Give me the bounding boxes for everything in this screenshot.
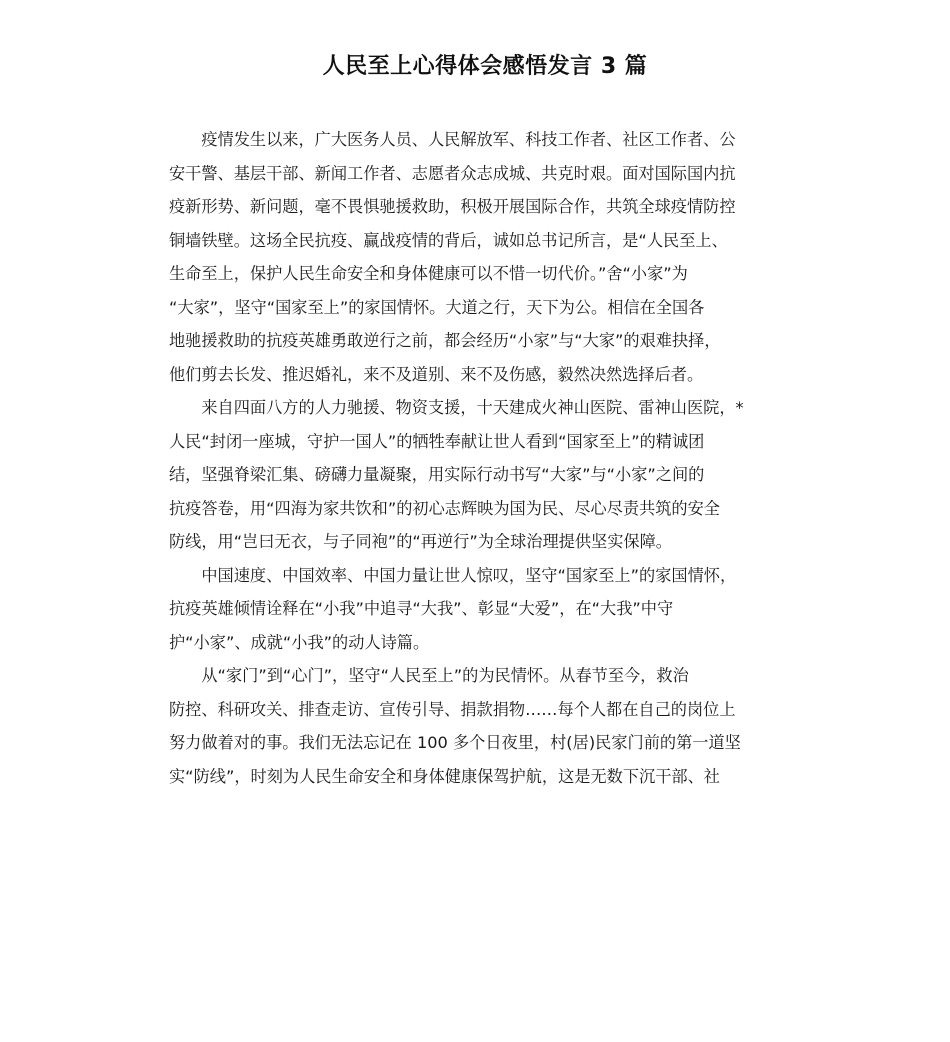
text-line: 护“小家”、成就“小我”的动人诗篇。	[169, 632, 430, 652]
text-line: 他们剪去长发、推迟婚礼，来不及道别、来不及伤感，毅然决然选择后者。	[169, 364, 704, 384]
text-line: 生命至上，保护人民生命安全和身体健康可以不惜一切代价。”舍“小家”为	[169, 264, 688, 283]
text-line: 防控、科研攻关、排查走访、宣传引导、捐款捐物……每个人都在自己的岗位上	[169, 699, 736, 719]
text-line: 安干警、基层干部、新闻工作者、志愿者众志成城、共克时艰。面对国际国内抗	[169, 163, 736, 183]
text-line: 人民“封闭一座城，守护一国人”的牺牲奉献让世人看到“国家至上”的精诚团	[169, 431, 705, 451]
text-line: 实“防线”，时刻为人民生命安全和身体健康保驾护航，这是无数下沉干部、社	[169, 766, 720, 786]
text-line: 来自四面八方的人力驰援、物资支援，十天建成火神山医院、雷神山医院，*	[169, 398, 744, 417]
text-line: 努力做着对的事。我们无法忘记在 100 多个日夜里，村(居)民家门前的第一道坚	[169, 733, 741, 752]
text-line: “大家”，坚守“国家至上”的家国情怀。大道之行，天下为公。相信在全国各	[169, 297, 705, 317]
text-line: 抗疫答卷，用“四海为家共饮和”的初心志辉映为国为民、尽心尽责共筑的安全	[169, 498, 720, 518]
document-body	[169, 123, 799, 793]
text-line: 地驰援救助的抗疫英雄勇敢逆行之前，都会经历“小家”与“大家”的艰难抉择，	[169, 331, 721, 350]
text-line: 从“家门”到“心门”，坚守“人民至上”的为民情怀。从春节至今，救治	[169, 666, 689, 685]
text-line: 疫新形势、新问题，毫不畏惧驰援救助，积极开展国际合作，共筑全球疫情防控	[169, 197, 736, 216]
document-title: 人民至上心得体会感悟发言 3 篇	[322, 54, 648, 79]
text-line: 结，坚强脊梁汇集、磅礴力量凝聚，用实际行动书写“大家”与“小家”之间的	[169, 465, 705, 484]
text-line: 铜墙铁壁。这场全民抗疫、赢战疫情的背后，诚如总书记所言，是“人民至上、	[169, 230, 728, 250]
text-line: 疫情发生以来，广大医务人员、人民解放军、科技工作者、社区工作者、公	[169, 130, 736, 149]
text-line: 中国速度、中国效率、中国力量让世人惊叹，坚守“国家至上”的家国情怀，	[169, 565, 737, 585]
text-line: 抗疫英雄倾情诠释在“小我”中追寻“大我”、彰显“大爱”，在“大我”中守	[169, 599, 674, 618]
text-line: 防线，用“岂曰无衣，与子同袍”的“再逆行”为全球治理提供坚实保障。	[169, 532, 672, 551]
